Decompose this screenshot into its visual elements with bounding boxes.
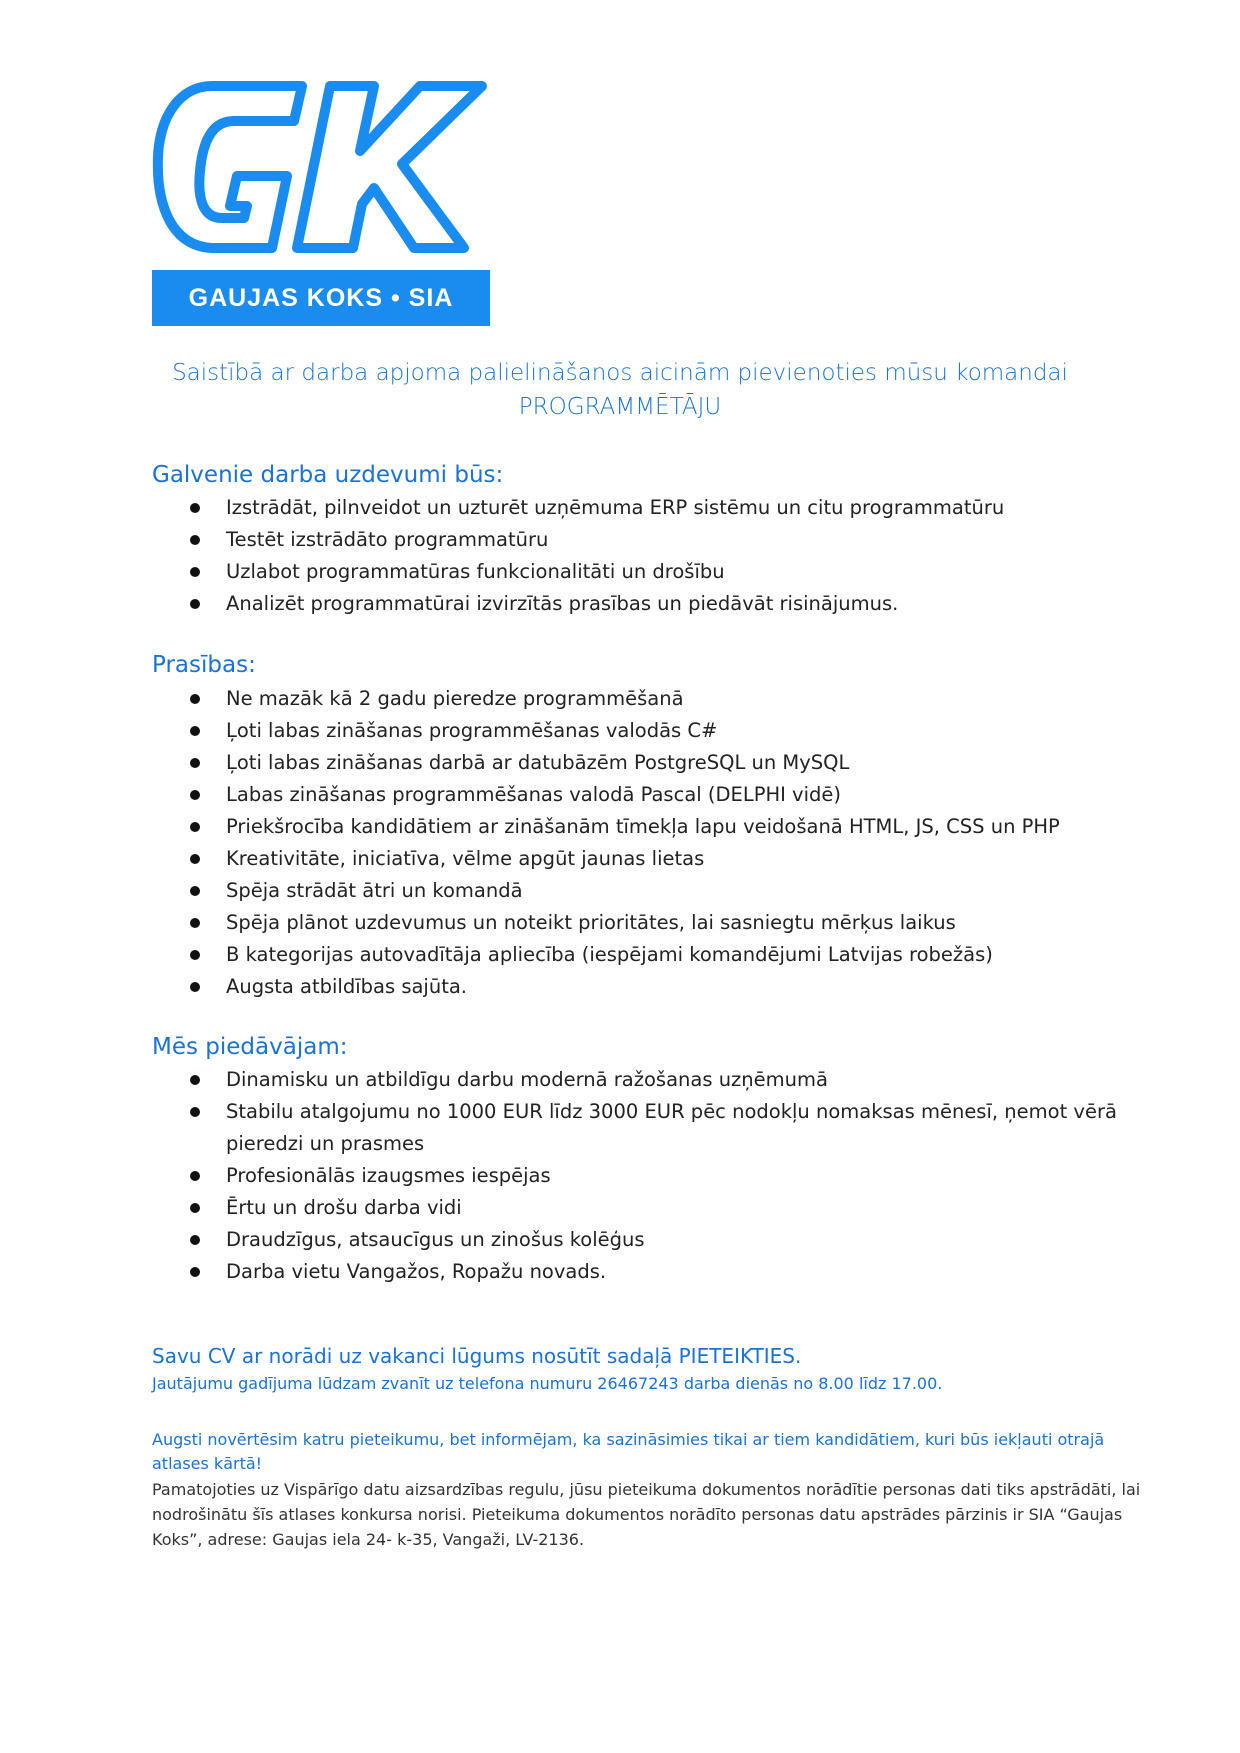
list-item: Priekšrocība kandidātiem ar zināšanām tīmekļa lapu veidošanā HTML, JS, CSS un PHP bbox=[152, 811, 1162, 843]
offer-list bbox=[152, 1064, 1162, 1288]
bullet-icon bbox=[190, 503, 200, 513]
bullet-icon bbox=[190, 886, 200, 896]
bullet-icon bbox=[190, 1107, 200, 1117]
tasks-list bbox=[152, 492, 1162, 620]
list-item: Augsta atbildības sajūta. bbox=[152, 971, 1162, 1003]
list-item: Analizēt programmatūrai izvirzītās prasības un piedāvāt risinājumus. bbox=[152, 588, 1162, 620]
list-item: Draudzīgus, atsaucīgus un zinošus kolēģus bbox=[152, 1224, 1162, 1256]
bullet-icon bbox=[190, 535, 200, 545]
list-item: Ne mazāk kā 2 gadu pieredze programmēšanā bbox=[152, 683, 1162, 715]
bullet-icon bbox=[190, 599, 200, 609]
bullet-icon bbox=[190, 1235, 200, 1245]
bullet-icon bbox=[190, 567, 200, 577]
bullet-icon bbox=[190, 918, 200, 928]
bullet-icon bbox=[190, 982, 200, 992]
list-item: Spēja plānot uzdevumus un noteikt prioritātes, lai sasniegtu mērķus laikus bbox=[152, 907, 1162, 939]
list-item: Stabilu atalgojumu no 1000 EUR līdz 3000 EUR pēc nodokļu nomaksas mēnesī, ņemot vērā pieredzi un prasmes bbox=[152, 1096, 1162, 1160]
selection-note: Augsti novērtēsim katru pieteikumu, bet informējam, ka sazināsimies tikai ar tiem kandidātiem, kuri būs iekļauti otrajā atlases kārtā! bbox=[152, 1430, 1105, 1473]
tasks-title: Galvenie darba uzdevumi būs: bbox=[152, 462, 504, 488]
list-item: Uzlabot programmatūras funkcionalitāti un drošību bbox=[152, 556, 1162, 588]
list-item: Kreativitāte, iniciatīva, vēlme apgūt jaunas lietas bbox=[152, 843, 1162, 875]
list-item: Labas zināšanas programmēšanas valodā Pascal (DELPHI vidē) bbox=[152, 779, 1162, 811]
gk-monogram-logo bbox=[152, 76, 490, 266]
list-item: Spēja strādāt ātri un komandā bbox=[152, 875, 1162, 907]
phone-info: Jautājumu gadījuma lūdzam zvanīt uz telefona numuru 26467243 darba dienās no 8.00 līdz 17.00. bbox=[152, 1374, 943, 1393]
bullet-icon bbox=[190, 790, 200, 800]
list-item: B kategorijas autovadītāja apliecība (iespējami komandējumi Latvijas robežās) bbox=[152, 939, 1162, 971]
requirements-list bbox=[152, 683, 1162, 1003]
list-item: Izstrādāt, pilnveidot un uzturēt uzņēmuma ERP sistēmu un citu programmatūru bbox=[152, 492, 1162, 524]
bullet-icon bbox=[190, 726, 200, 736]
position-title: PROGRAMMĒTĀJU bbox=[518, 394, 722, 420]
company-logo bbox=[152, 76, 490, 326]
intro-line-1: Saistībā ar darba apjoma palielināšanos aicinām pievienoties mūsu komandai bbox=[172, 360, 1068, 386]
bullet-icon bbox=[190, 950, 200, 960]
bullet-icon bbox=[190, 1203, 200, 1213]
logo-band bbox=[152, 270, 490, 326]
list-item: Darba vietu Vangažos, Ropažu novads. bbox=[152, 1256, 1162, 1288]
list-item: Ļoti labas zināšanas darbā ar datubāzēm PostgreSQL un MySQL bbox=[152, 747, 1162, 779]
list-item: Ļoti labas zināšanas programmēšanas valodās C# bbox=[152, 715, 1162, 747]
cv-instruction: Savu CV ar norādi uz vakanci lūgums nosūtīt sadaļā PIETEIKTIES. bbox=[152, 1344, 802, 1368]
list-item: Testēt izstrādāto programmatūru bbox=[152, 524, 1162, 556]
offer-title: Mēs piedāvājam: bbox=[152, 1034, 348, 1060]
list-item: Dinamisku un atbildīgu darbu modernā ražošanas uzņēmumā bbox=[152, 1064, 1162, 1096]
bullet-icon bbox=[190, 758, 200, 768]
bullet-icon bbox=[190, 1171, 200, 1181]
list-item: Ērtu un drošu darba vidi bbox=[152, 1192, 1162, 1224]
bullet-icon bbox=[190, 822, 200, 832]
requirements-title: Prasības: bbox=[152, 652, 256, 678]
logo-band-text: GAUJAS KOKS • SIA bbox=[188, 283, 454, 312]
gdpr-note: Pamatojoties uz Vispārīgo datu aizsardzības regulu, jūsu pieteikuma dokumentos norādītie personas dati tiks apstrādāti, lai nodrošinātu šīs atlases konkursa norisi. Pieteikuma dokumentos norādīto personas datu apstrādes pārzinis ir SIA “Gaujas Koks”, adrese: Gaujas iela 24- k-35, Vangaži, LV-2136. bbox=[152, 1480, 1141, 1549]
bullet-icon bbox=[190, 1267, 200, 1277]
bullet-icon bbox=[190, 1075, 200, 1085]
bullet-icon bbox=[190, 694, 200, 704]
intro-heading bbox=[0, 356, 1240, 424]
bullet-icon bbox=[190, 854, 200, 864]
list-item: Profesionālās izaugsmes iespējas bbox=[152, 1160, 1162, 1192]
